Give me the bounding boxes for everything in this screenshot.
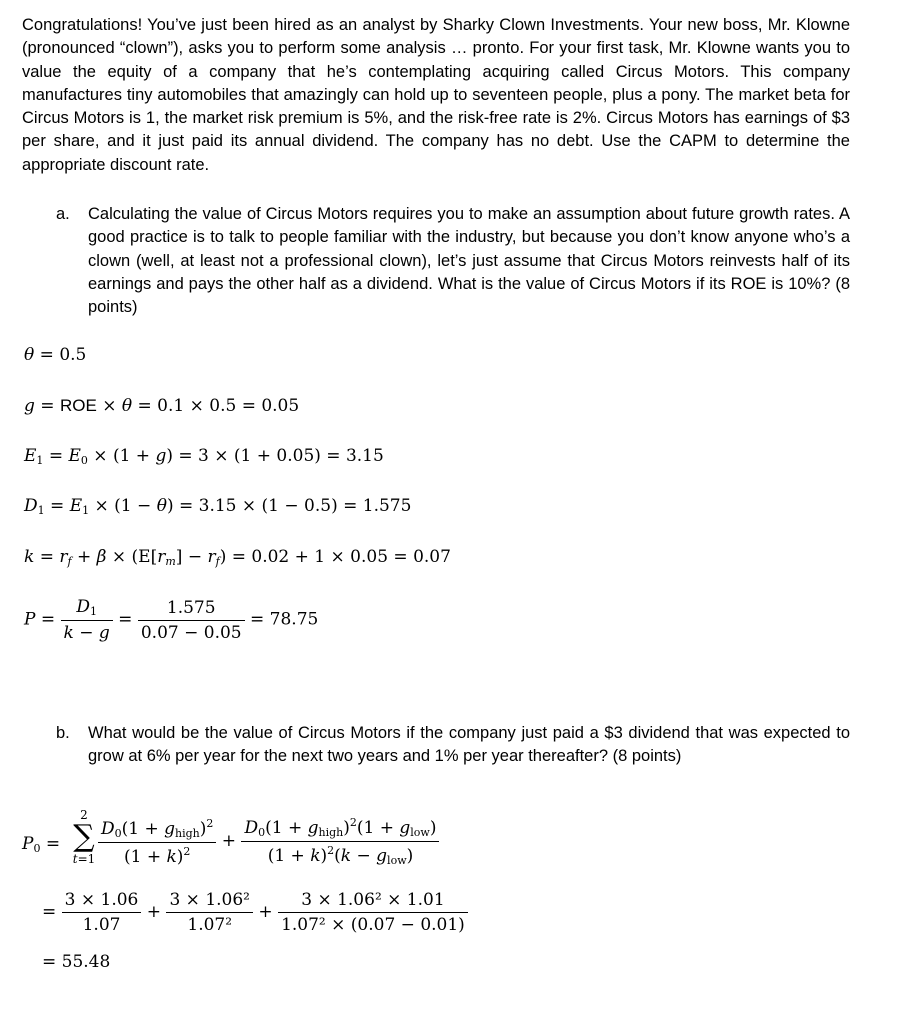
price-result: = 78.75 [250, 609, 319, 630]
numeric-term-2: $\frac{\text{3 × 1.06²}}{\text{1.07²}}$ [166, 890, 253, 935]
formula-term-2: $\frac{D_0(1 + g_{high})^2(1 + g_{low})}{(1 + k)^2(k - g_{low})}$ [241, 816, 439, 867]
dividend-equation: $D_1 = E_1 \times (1 - \theta) = 3.15 \times (1 - 0.5) = 1.575$ [24, 496, 412, 517]
theta-equation: θ = 0.5 [24, 345, 87, 365]
intro-paragraph: Congratulations! You’ve just been hired as an analyst by Sharky Clown Investments. Your new boss, Mr. Klowne (pronounced “clown”), asks you to perform some analysis … pronto. For your first task, Mr. Klowne wants you to value the equity of a company that he’s contemplating acquiring called Circus Motors. This company manufactures tiny automobiles that amazingly can hold up to seventeen people, plus a pony. The market beta for Circus Motors is 1, the market risk premium is 5%, and the risk-free rate is 2%. Circus Motors has earnings of $3 per share, and it just paid its annual dividend. The company has no debt. Use the CAPM to determine the appropriate discount rate. [22, 16, 850, 174]
price-numerator: 1.575 [166, 597, 216, 618]
numeric-term-1: $\frac{3 \times 1.06}{1.07}$ [62, 890, 142, 935]
capm-equation: $k = r_f + \beta \times (E[r_m] - r_f) = 0.02 + 1 \times 0.05 = 0.07$ [24, 547, 451, 568]
question-a-label: a. [56, 205, 70, 223]
question-a-text: Calculating the value of Circus Motors requires you to make an assumption about future growth rates. A good practice is to talk to people familiar with the industry, but because you don’t know anyone who’s a clown (well, at least not a professional clown), let’s just assume that Circus Motors reinvests half of its earnings and pays the other half as a dividend. What is the value of Circus Motors if its ROE is 10%? (8 points) [88, 205, 850, 317]
capm-calc: = 0.02 + 1 × 0.05 = 0.07 [231, 547, 451, 567]
p0-result: = 55.48 [42, 952, 111, 972]
question-b-text: What would be the value of Circus Motors if the company just paid a $3 dividend that was expected to grow at 6% per year for the next two years and 1% per year thereafter? (8 points) [88, 724, 850, 766]
earnings-calc: = 3 × (1 + 0.05) = 3.15 [178, 446, 384, 466]
formula-term-1: $\frac{D_0(1 + g_{high})^2}{(1 + k)^2}$ [98, 817, 216, 867]
growth-calc: = 0.1 × 0.5 = 0.05 [137, 396, 300, 416]
price-equation: P = $\frac{D_1}{k - g}$ = $\frac{1.575}{0.07 - 0.05}$ = 78.75 [24, 597, 319, 643]
earnings-equation: $E_1 = E_0 \times (1 + g) = 3 \times (1 + 0.05) = 3.15$ [24, 446, 384, 467]
price-formula-fraction: $\frac{D_1}{k - g}$ [61, 597, 113, 643]
question-a [56, 203, 850, 319]
growth-equation: g = ROE × θ = 0.1 × 0.5 = 0.05 [24, 396, 300, 416]
summation-symbol: 2 ∑ t=1 [72, 808, 96, 866]
question-b-label: b. [56, 724, 70, 742]
dividend-calc: = 3.15 × (1 − 0.5) = 1.575 [178, 496, 412, 516]
numeric-term-3: $\frac{\text{3 × 1.06² × 1.01}}{\text{1.07² × (0.07 − 0.01)}}$ [278, 890, 468, 935]
theta-value: 0.5 [59, 345, 87, 365]
p0-formula: $\frac{D_0(1 + g_{high})^2}{(1 + k)^2}$ + $\frac{D_0(1 + g_{high})^2(1 + g_{low})}{(1 + k)^2(k - g_{low})}$ [98, 816, 439, 867]
p0-label: $P_0$ = [22, 834, 61, 855]
price-value-fraction [138, 598, 245, 643]
price-denominator: 0.07 − 0.05 [138, 620, 245, 643]
p0-numeric: = $\frac{3 \times 1.06}{1.07}$ + $\frac{\text{3 × 1.06²}}{\text{1.07²}}$ + $\frac{\text{3 × 1.06² × 1.01}}{\text{1.07² × (0.07 − 0.01)}}$ [42, 890, 468, 935]
question-b [56, 722, 850, 769]
